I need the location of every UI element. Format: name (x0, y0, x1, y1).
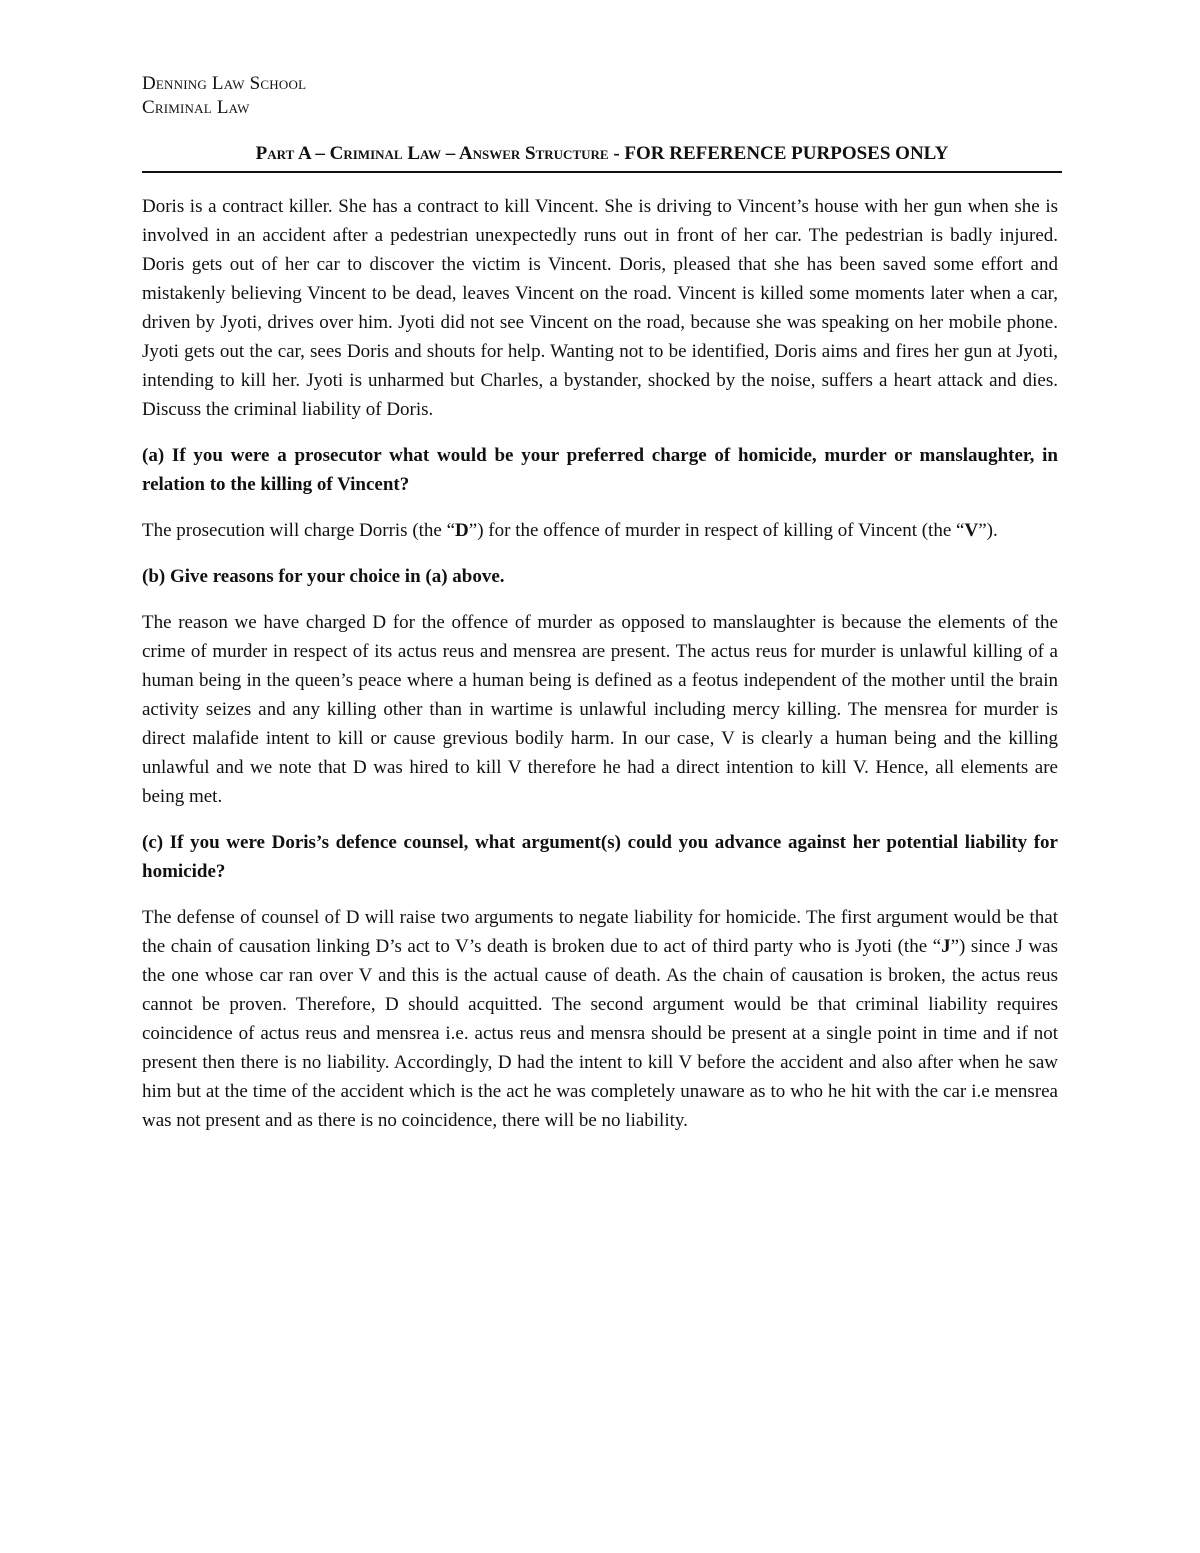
scenario-paragraph: Doris is a contract killer. She has a contract to kill Vincent. She is driving to Vincent’s house with her gun when she is involved in an accident after a pedestrian unexpectedly runs out in front of her car. The pedestrian is badly injured. Doris gets out of her car to discover the victim is Vincent. Doris, pleased that she has been saved some effort and mistakenly believing Vincent to be dead, leaves Vincent on the road. Vincent is killed some moments later when a car, driven by Jyoti, drives over him. Jyoti did not see Vincent on the road, because she was speaking on her mobile phone. Jyoti gets out the car, sees Doris and shouts for help. Wanting not to be identified, Doris aims and fires her gun at Jyoti, intending to kill her. Jyoti is unharmed but Charles, a bystander, shocked by the noise, suffers a heart attack and dies. Discuss the criminal liability of Doris. (142, 196, 1058, 420)
question-c: (c) If you were Doris’s defence counsel, what argument(s) could you advance against her potential liability for homicide? (142, 832, 1058, 882)
question-a: (a) If you were a prosecutor what would be your preferred charge of homicide, murder or manslaughter, in relation to the killing of Vincent? (142, 445, 1058, 495)
part-title-suffix: - FOR REFERENCE PURPOSES ONLY (608, 143, 949, 164)
part-title-main: Part A – Criminal Law – Answer Structure (255, 143, 609, 164)
answer-b: The reason we have charged D for the offence of murder as opposed to manslaughter is because the elements of the crime of murder in respect of its actus reus and mensrea are present. The actus reus for murder is unlawful killing of a human being in the queen’s peace where a human being is defined as a feotus independent of the mother until the brain activity seizes and any killing other than in wartime is unlawful including mercy killing. The mensrea for murder is direct malafide intent to kill or cause grevious bodily harm. In our case, V is clearly a human being and the killing unlawful and we note that D was hired to kill V therefore he had a direct intention to kill V. Hence, all elements are being met. (142, 612, 1058, 807)
answer-a (142, 516, 1058, 545)
answer-a-abbrev-v: V (964, 520, 979, 541)
school-name: Denning Law School (142, 73, 307, 94)
answer-a-abbrev-d: D (455, 520, 469, 541)
answer-c-abbrev-j: J (941, 936, 951, 957)
answer-a-text-1: The prosecution will charge Dorris (the “ (142, 520, 456, 541)
answer-c-text-2: ”) since J was the one whose car ran over V and this is the actual cause of death. As the chain of causation is broken, the actus reus cannot be proven. Therefore, D should acquitted. The second argument would be that criminal liability requires coincidence of actus reus and mensrea i.e. actus reus and mensra should be present at a single point in time and if not present then there is no liability. Accordingly, D had the intent to kill V before the accident and also after when he saw him but at the time of the accident which is the act he was completely unaware as to who he hit with the car i.e mensrea was not present and as there is no coincidence, there will be no liability. (142, 936, 1058, 1131)
title-divider (142, 171, 1062, 173)
document-header (142, 72, 306, 120)
answer-c (142, 903, 1058, 1135)
course-name: Criminal Law (142, 97, 250, 118)
answer-c-text-1: The defense of counsel of D will raise two arguments to negate liability for homicide. The first argument would be that the chain of causation linking D’s act to V’s death is broken due to act of third party who is Jyoti (the “ (142, 907, 1058, 957)
question-b: (b) Give reasons for your choice in (a) above. (142, 566, 505, 587)
answer-a-text-3: ”). (978, 520, 998, 541)
part-title (142, 142, 1062, 166)
document-body (142, 192, 1058, 1152)
answer-a-text-2: ”) for the offence of murder in respect of killing of Vincent (the “ (468, 520, 965, 541)
